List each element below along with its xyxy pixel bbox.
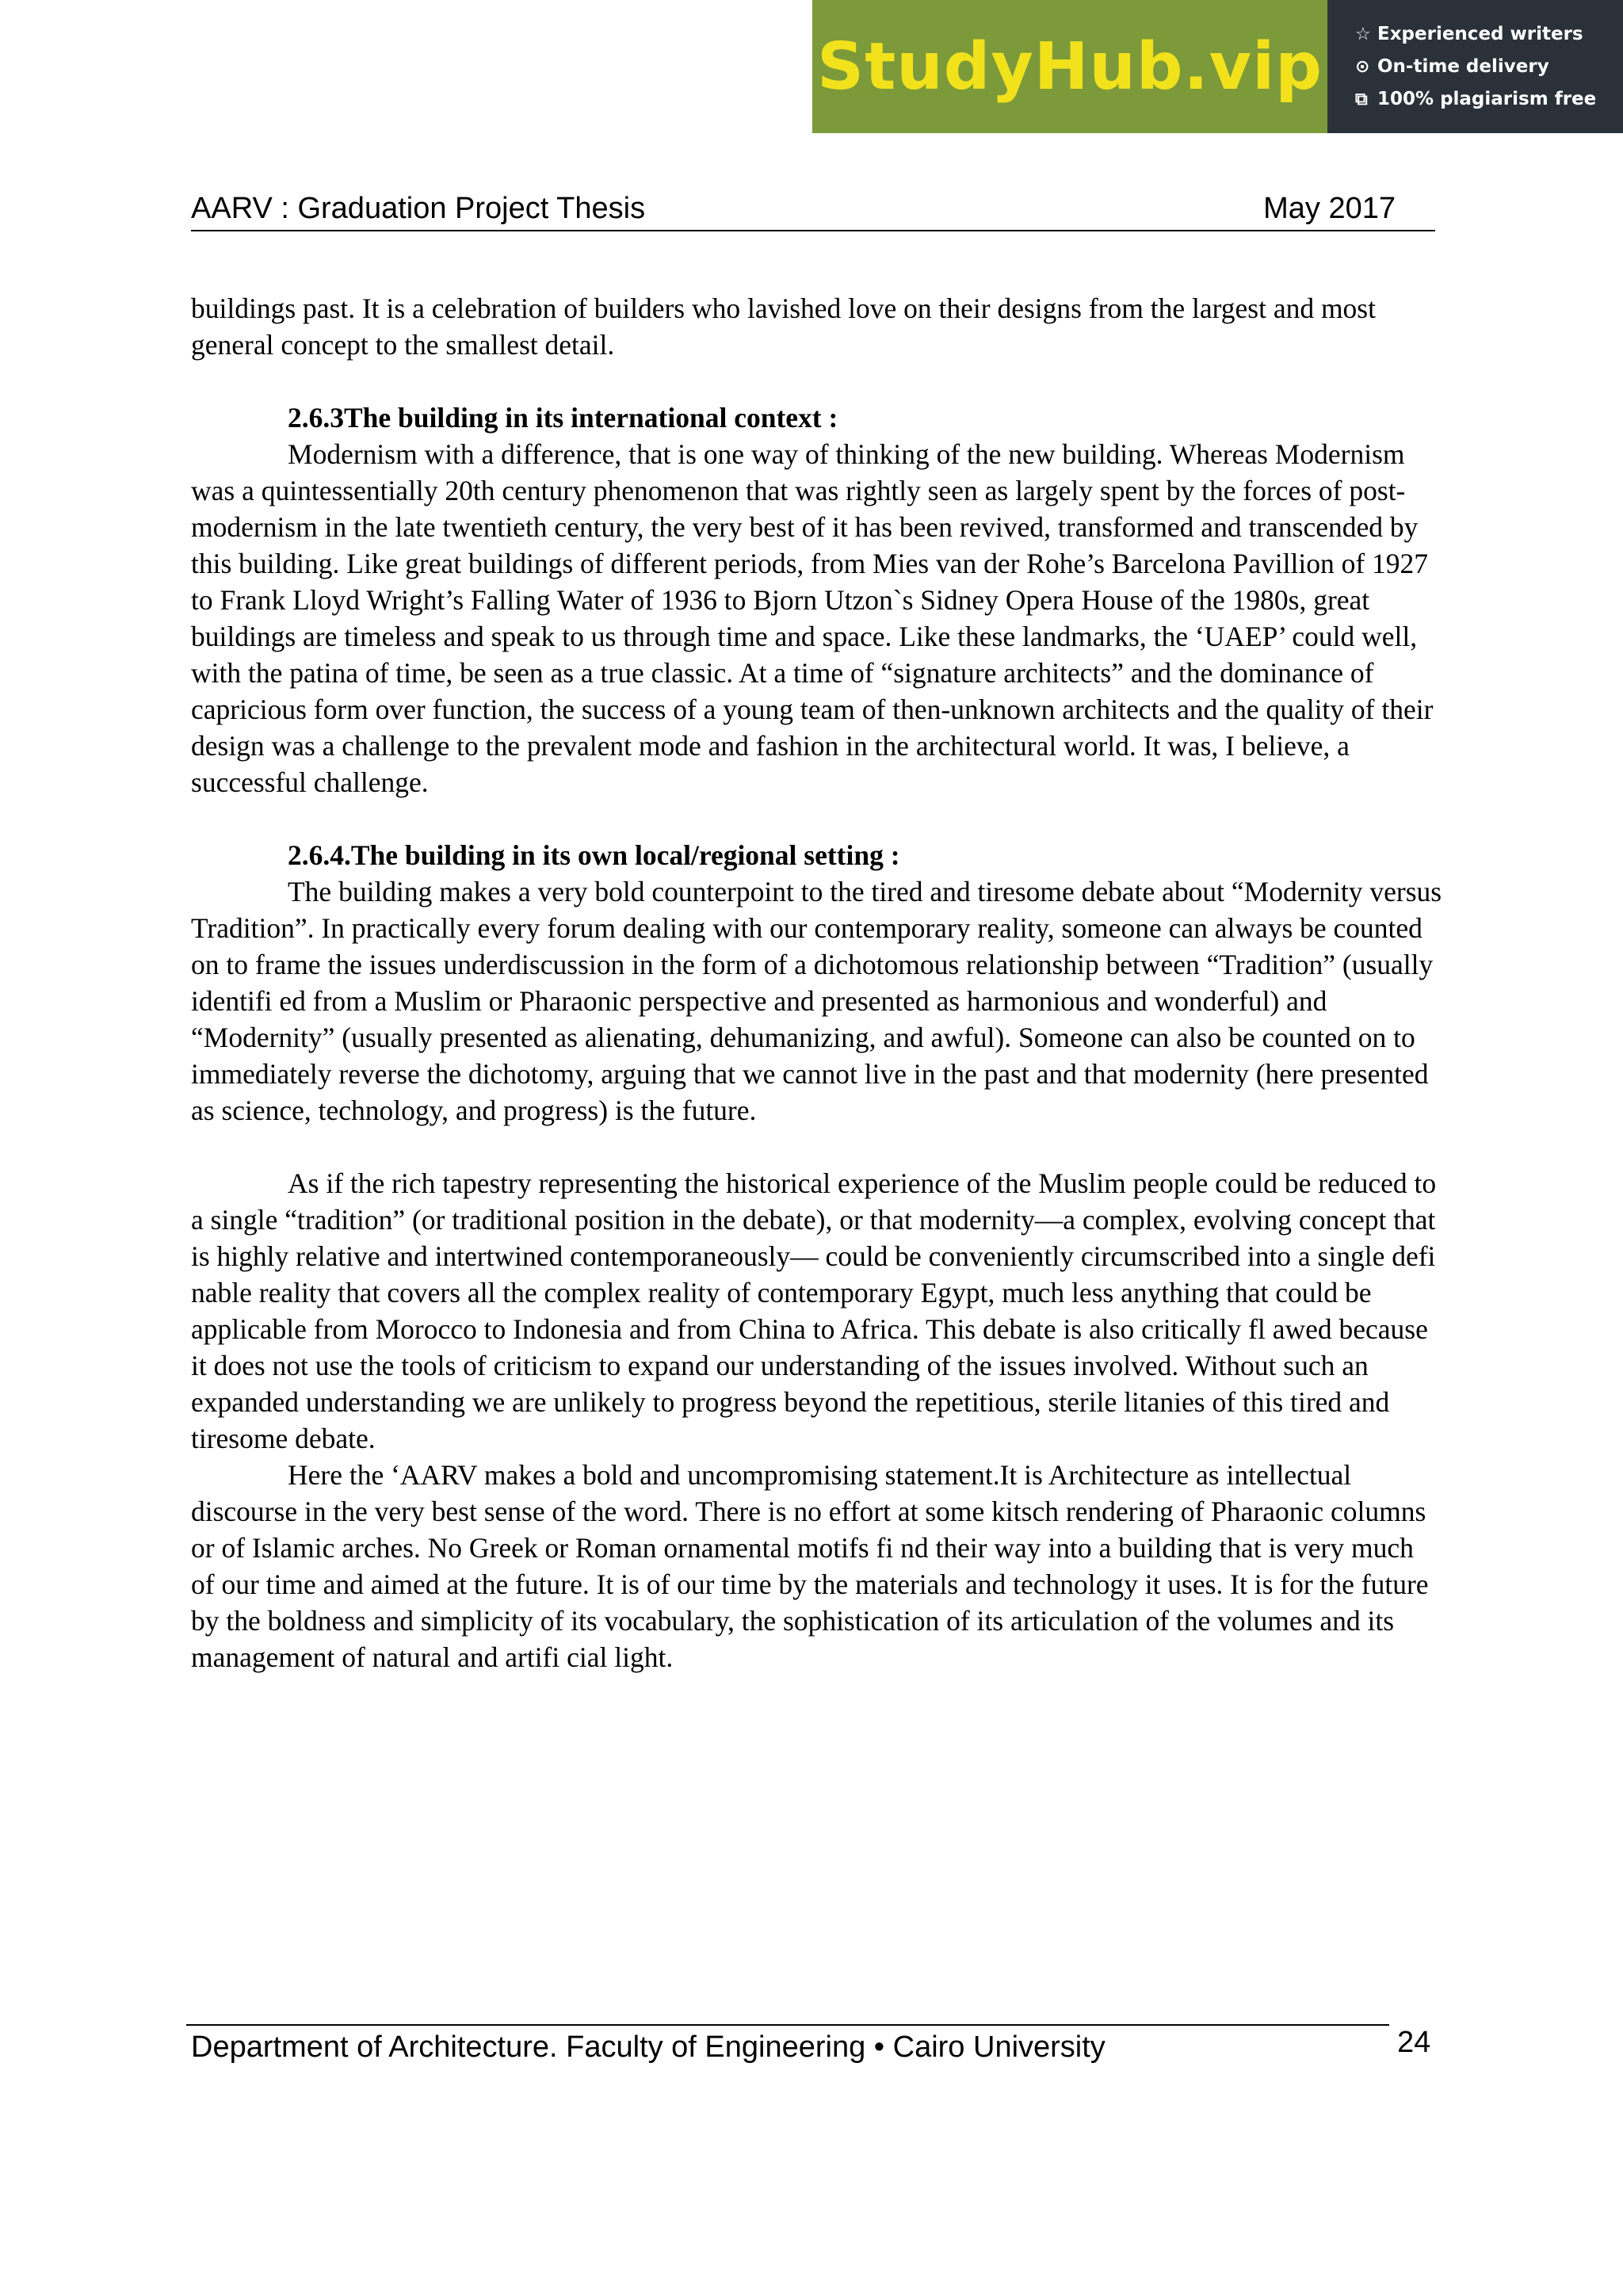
studyhub-banner[interactable] (812, 0, 1623, 133)
paragraph-2-6-4-2: As if the rich tapestry representing the historical experience of the Muslim people could be reduced to a single “tradition” (or traditional position in the debate), or that modernity—a complex, evolving concept that is highly relative and intertwined contemporaneously— could be conveniently circumscribed into a single defi nable reality that covers all the complex reality of contemporary Egypt, much less anything that could be applicable from Morocco to Indonesia and from China to Africa. This debate is also critically fl awed because it does not use the tools of criticism to expand our understanding of the issues involved. Without such an expanded understanding we are unlikely to progress beyond the repetitious, sterile litanies of this tired and tiresome debate. (191, 1167, 1437, 1454)
document-body (191, 290, 1443, 1675)
feature-label: 100% plagiarism free (1377, 89, 1597, 109)
feature-label: Experienced writers (1377, 24, 1583, 44)
intro-paragraph: buildings past. It is a celebration of builders who lavished love on their designs from the largest and most general concept to the smallest detail. (191, 292, 1376, 361)
footer-divider (186, 2024, 1389, 2026)
clock-icon: ⊙ (1355, 56, 1370, 77)
feature-plagiarism-free (1355, 83, 1623, 116)
studyhub-logo-text: StudyHub.vip (817, 29, 1323, 105)
header-title: AARV : Graduation Project Thesis (191, 192, 646, 225)
page-number: 24 (1397, 2026, 1431, 2059)
page-header (191, 192, 1435, 231)
spacer (191, 363, 1443, 399)
spacer (191, 1129, 1443, 1165)
header-date: May 2017 (1263, 192, 1396, 225)
copy-icon: ⧉ (1355, 89, 1368, 109)
banner-features (1327, 0, 1623, 133)
studyhub-logo[interactable] (812, 0, 1327, 133)
feature-on-time-delivery (1355, 51, 1623, 83)
paragraph-2-6-4-3: Here the ‘AARV makes a bold and uncompromising statement.It is Architecture as intellectual discourse in the very best sense of the word. There is no effort at some kitsch rendering of Pharaonic columns or of Islamic arches. No Greek or Roman ornamental motifs fi nd their way into a building that is very much of our time and aimed at the future. It is of our time by the materials and technology it uses. It is for the future by the boldness and simplicity of its vocabulary, the sophistication of its articulation of the volumes and its management of natural and artifi cial light. (191, 1459, 1429, 1673)
feature-experienced-writers (1355, 18, 1623, 51)
section-heading-2-6-3: 2.6.3The building in its international context : (288, 402, 838, 434)
footer-department: Department of Architecture. Faculty of Engineering • Cairo University (191, 2030, 1106, 2064)
section-heading-2-6-4: 2.6.4.The building in its own local/regional setting : (288, 839, 900, 871)
paragraph-2-6-3: Modernism with a difference, that is one way of thinking of the new building. Whereas Modernism was a quintessentially 20th century phenomenon that was rightly seen as largely spent by the forces of post-modernism in the late twentieth century, the very best of it has been revived, transformed and transcended by this building. Like great buildings of different periods, from Mies van der Rohe’s Barcelona Pavillion of 1927 to Frank Lloyd Wright’s Falling Water of 1936 to Bjorn Utzon`s Sidney Opera House of the 1980s, great buildings are timeless and speak to us through time and space. Like these landmarks, the ‘UAEP’ could well, with the patina of time, be seen as a true classic. At a time of “signature architects” and the dominance of capricious form over function, the success of a young team of then-unknown architects and the quality of their design was a challenge to the prevalent mode and fashion in the architectural world. It was, I believe, a successful challenge. (191, 438, 1434, 798)
star-icon: ☆ (1355, 24, 1371, 44)
spacer (191, 800, 1443, 837)
feature-label: On-time delivery (1377, 56, 1549, 77)
paragraph-2-6-4-1: The building makes a very bold counterpoint to the tired and tiresome debate about “Modernity versus Tradition”. In practically every forum dealing with our contemporary reality, someone can always be counted on to frame the issues underdiscussion in the form of a dichotomous relationship between “Tradition” (usually identifi ed from a Muslim or Pharaonic perspective and presented as harmonious and wonderful) and “Modernity” (usually presented as alienating, dehumanizing, and awful). Someone can also be counted on to immediately reverse the dichotomy, arguing that we cannot live in the past and that modernity (here presented as science, technology, and progress) is the future. (191, 876, 1442, 1126)
